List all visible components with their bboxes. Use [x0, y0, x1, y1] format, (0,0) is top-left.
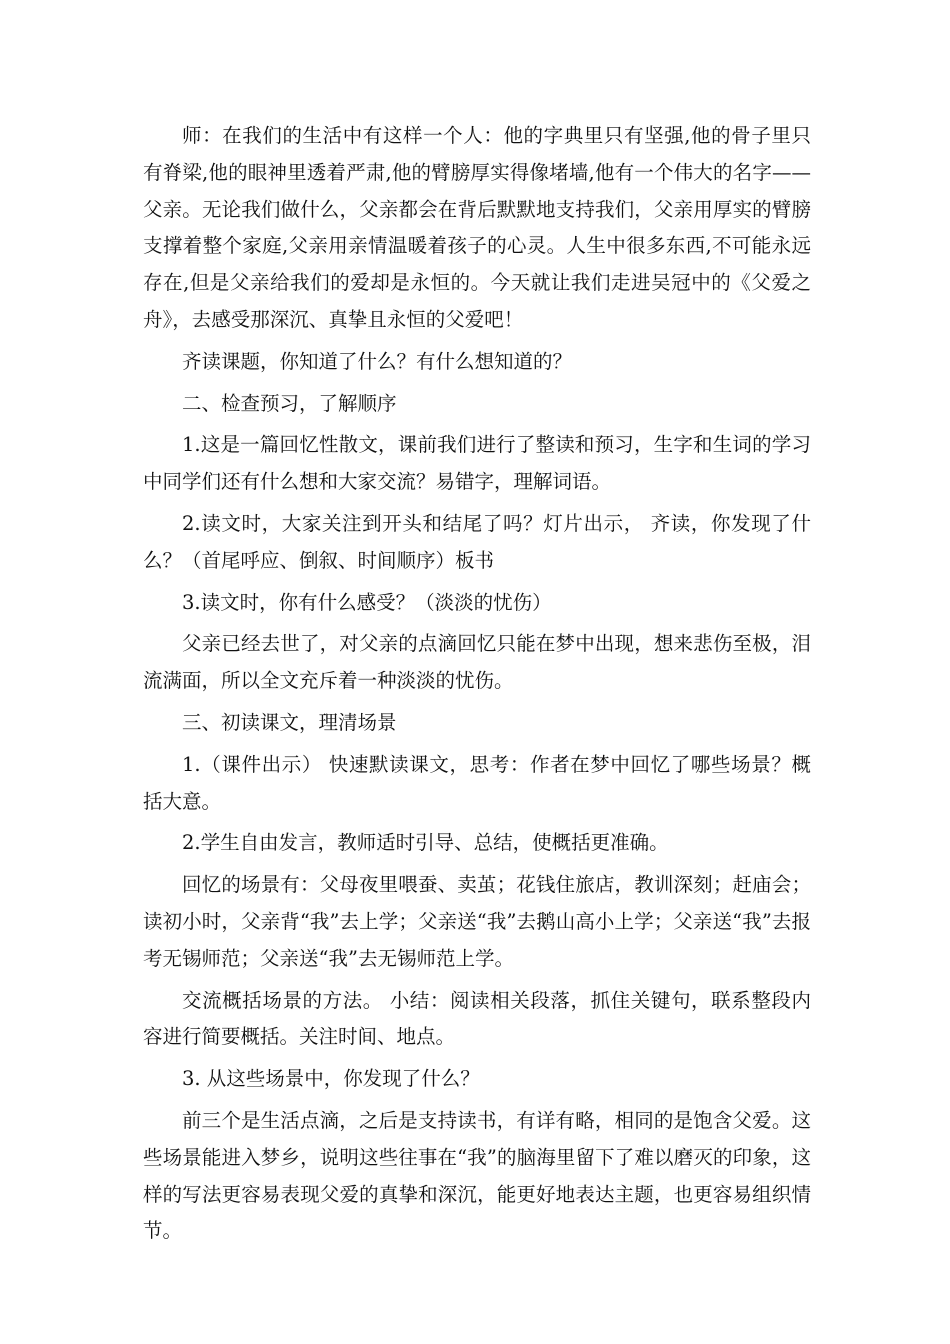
- paragraph-scene-list: 回忆的场景有：父母夜里喂蚕、卖茧；花钱住旅店，教训深刻；赶庙会；读初小时，父亲背“我”去上学；父亲送“我”去鹅山高小上学；父亲送“我”去报考无锡师范；父亲送“我”去无锡师范上学。: [143, 873, 811, 970]
- paragraph-read-title: 齐读课题，你知道了什么？有什么想知道的？: [182, 349, 573, 373]
- paragraph-scene-item-2: 2.学生自由发言，教师适时引导、总结，使概括更准确。: [182, 831, 669, 855]
- paragraph-findings: 前三个是生活点滴，之后是支持读书，有详有略，相同的是饱含父爱。这些场景能进入梦乡，说明这些往事在“我”的脑海里留下了难以磨灭的印象，这样的写法更容易表现父爱的真挚和深沉，能更好地表达主题，也更容易组织情节。: [143, 1108, 811, 1243]
- section-heading-preview: 二、检查预习，了解顺序: [182, 391, 397, 415]
- paragraph-item-2: 2.读文时，大家关注到开头和结尾了吗？灯片出示， 齐读，你发现了什么？（首尾呼应、倒叙、时间顺序）板书: [143, 511, 811, 572]
- paragraph-scene-item-1: 1.（课件出示） 快速默读课文，思考：作者在梦中回忆了哪些场景？概括大意。: [143, 752, 811, 813]
- paragraph-item-1: 1.这是一篇回忆性散文，课前我们进行了整读和预习，生字和生词的学习中同学们还有什么想和大家交流？易错字，理解词语。: [143, 433, 811, 494]
- document-body: [143, 118, 811, 1250]
- paragraph-intro: 师：在我们的生活中有这样一个人：他的字典里只有坚强,他的骨子里只有脊梁,他的眼神里透着严肃,他的臂膀厚实得像堵墙,他有一个伟大的名字——父亲。无论我们做什么，父亲都会在背后默默地支持我们，父亲用厚实的臂膀支撑着整个家庭,父亲用亲情温暖着孩子的心灵。人生中很多东西,不可能永远存在,但是父亲给我们的爱却是永恒的。今天就让我们走进吴冠中的《父爱之舟》，去感受那深沉、真挚且永恒的父爱吧！: [143, 124, 811, 331]
- paragraph-item-3: 3.读文时，你有什么感受？（淡淡的忧伤）: [182, 590, 552, 614]
- paragraph-scene-item-3: 3. 从这些场景中，你发现了什么？: [182, 1067, 480, 1091]
- paragraph-sorrow: 父亲已经去世了，对父亲的点滴回忆只能在梦中出现，想来悲伤至极，泪流满面，所以全文充斥着一种淡淡的忧伤。: [143, 632, 811, 693]
- section-heading-scenes: 三、初读课文，理清场景: [182, 710, 397, 734]
- paragraph-method-summary: 交流概括场景的方法。 小结：阅读相关段落，抓住关键句，联系整段内容进行简要概括。关注时间、地点。: [143, 988, 811, 1049]
